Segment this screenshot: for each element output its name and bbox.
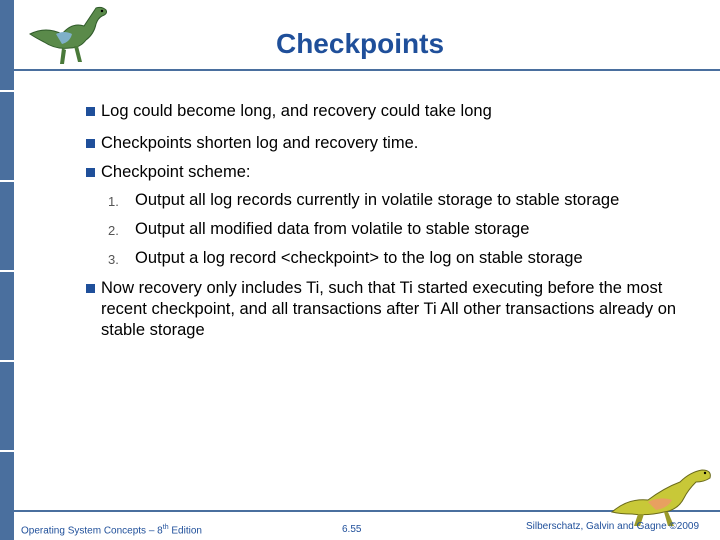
- bullet-square-icon: [86, 107, 95, 116]
- bullet-square-icon: [86, 284, 95, 293]
- footer-page-number: 6.55: [342, 524, 362, 535]
- left-accent-bar: [0, 0, 14, 540]
- dinosaur-icon: [608, 462, 716, 528]
- bullet-square-icon: [86, 139, 95, 148]
- slide-title: Checkpoints: [275, 28, 445, 59]
- footer-book-title: Operating System Concepts – 8th Edition: [21, 524, 202, 537]
- header-rule: [0, 69, 720, 71]
- footer-copyright: Silberschatz, Galvin and Gagne ©2009: [526, 521, 700, 532]
- bullet-square-icon: [86, 168, 95, 177]
